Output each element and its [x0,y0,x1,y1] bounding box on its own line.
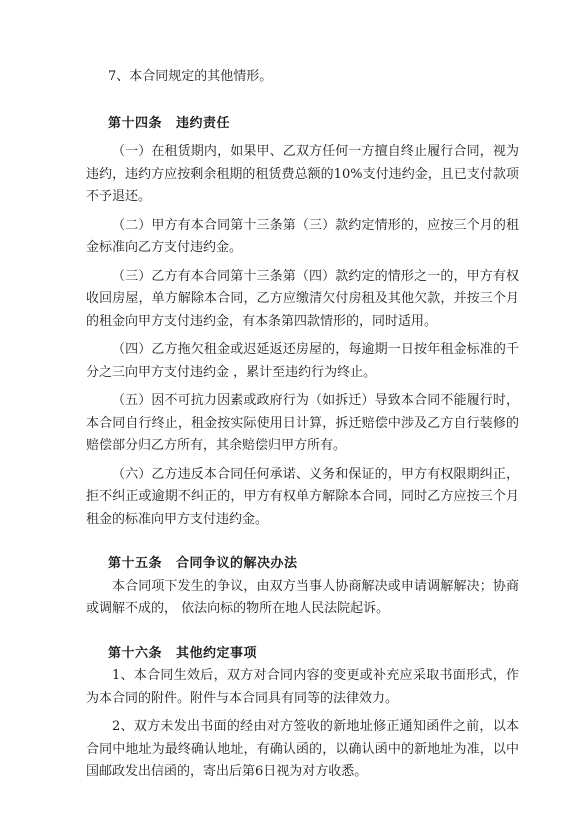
article-14-paragraph-2: （二）甲方有本合同第十三条第（三）款约定情形的，应按三个月的租金标准向乙方支付违约金。 [86,217,519,255]
article-16-heading [86,643,519,666]
article-16-paragraph-2: 2、双方未发出书面的经由对方签收的新地址修正通知函件之前，以本合同中地址为最终确认地址，有确认函的，以确认函中的新地址为准，以中国邮政发出信函的，寄出后第6日视为对方收悉。 [86,719,519,779]
article-15-number: 第十五条 [108,556,163,571]
article-14-paragraph-5: （五）因不可抗力因素或政府行为（如拆迁）导致本合同不能履行时，本合同自行终止，租金按实际使用日计算，拆迁赔偿中涉及乙方自行装修的赔偿部分归乙方所有，其余赔偿归甲方所有。 [86,393,519,453]
article-16-title: 其他约定事项 [176,645,258,661]
clause-13-item-7: 7、本合同规定的其他情形。 [108,69,273,84]
article-14-paragraph-6: （六）乙方违反本合同任何承诺、义务和保证的，甲方有权限期纠正，拒不纠正或逾期不纠正的，甲方有权单方解除本合同，同时乙方应按三个月租金的标准向甲方支付违约金。 [86,466,519,527]
article-15-heading [86,553,519,576]
article-15-paragraph-1: 本合同项下发生的争议，由双方当事人协商解决或申请调解解决；协商或调解不成的， 依法向标的物所在地人民法院起诉。 [86,578,519,616]
article-14-number: 第十四条 [108,115,163,131]
article-16-paragraph-1: 1、本合同生效后，双方对合同内容的变更或补充应采取书面形式，作为本合同的附件。附件与本合同具有同等的法律效力。 [86,668,519,706]
article-14-heading [86,113,519,136]
article-14-title: 违约责任 [176,115,231,131]
article-16-number: 第十六条 [108,645,163,661]
article-14-paragraph-3: （三）乙方有本合同第十三条第（四）款约定的情形之一的，甲方有权收回房屋，单方解除本合同，乙方应缴清欠付房租及其他欠款，并按三个月的租金向甲方支付违约金，有本条第四款情形的，同时适用。 [86,268,519,329]
article-14-paragraph-1: （一）在租赁期内，如果甲、乙双方任何一方擅自终止履行合同，视为违约，违约方应按剩余租期的租赁费总额的10%支付违约金，且已支付款项不予退还。 [86,144,519,204]
article-15-title: 合同争议的解决办法 [176,556,298,571]
article-14-paragraph-4: （四）乙方拖欠租金或迟延返还房屋的，每逾期一日按年租金标准的千分之三向甲方支付违约金 ，累计至违约行为终止。 [86,342,519,380]
